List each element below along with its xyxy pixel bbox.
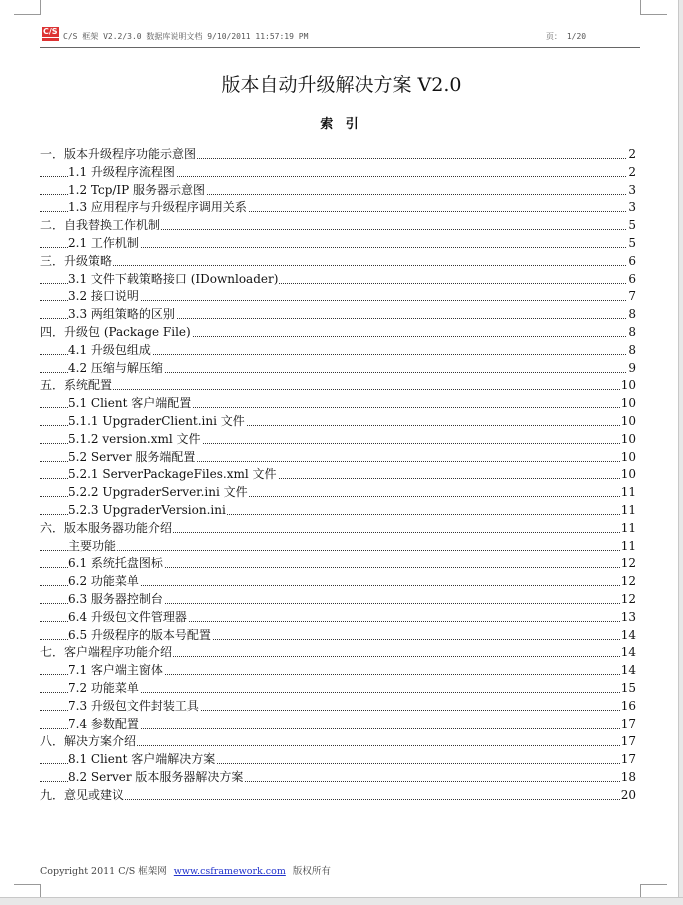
page-footer — [40, 863, 331, 877]
toc-entry-page: 17 — [620, 733, 636, 751]
toc-entry-label: 6.3 服务器控制台 — [68, 591, 164, 609]
toc-entry[interactable] — [40, 538, 636, 556]
toc-entry[interactable] — [40, 431, 636, 449]
toc-entry[interactable] — [40, 413, 636, 431]
toc-entry-label: 5.1.1 UpgraderClient.ini 文件 — [68, 413, 246, 431]
toc-entry[interactable] — [40, 609, 636, 627]
crop-mark-top-right — [640, 0, 667, 15]
toc-entry[interactable] — [40, 502, 636, 520]
toc-entry[interactable] — [40, 288, 636, 306]
toc-entry[interactable] — [40, 324, 636, 342]
toc-entry[interactable] — [40, 591, 636, 609]
toc-entry-page: 5 — [627, 217, 636, 235]
toc-entry[interactable] — [40, 662, 636, 680]
header-doc-info: C/S 框架 V2.2/3.0 数据库说明文档 9/10/2011 11:57:19 PM — [63, 32, 309, 41]
toc-entry-page: 8 — [627, 342, 636, 360]
toc-entry-page: 16 — [620, 698, 636, 716]
toc-entry-page: 6 — [627, 271, 636, 289]
toc-entry[interactable] — [40, 769, 636, 787]
header-page-number: 页： 1/20 — [546, 32, 587, 41]
toc-entry-page: 2 — [627, 146, 636, 164]
toc-entry-page: 10 — [620, 431, 636, 449]
toc-entry-page: 18 — [620, 769, 636, 787]
toc-entry-label: 5.1.2 version.xml 文件 — [68, 431, 202, 449]
toc-entry[interactable] — [40, 627, 636, 645]
toc-entry-label: 7.3 升级包文件封装工具 — [68, 698, 200, 716]
toc-entry-page: 3 — [627, 182, 636, 200]
toc-entry[interactable] — [40, 235, 636, 253]
toc-entry-page: 8 — [627, 306, 636, 324]
document-title: 版本自动升级解决方案 V2.0 — [221, 74, 462, 96]
toc-entry-page: 15 — [620, 680, 636, 698]
toc-entry[interactable] — [40, 751, 636, 769]
toc-entry-label: 1.2 Tcp/IP 服务器示意图 — [68, 182, 206, 200]
toc-heading: 索 引 — [320, 117, 363, 132]
toc-entry-page: 5 — [627, 235, 636, 253]
toc-entry[interactable] — [40, 253, 636, 271]
footer-rights: 版权所有 — [292, 866, 331, 877]
toc-entry-label: 6.2 功能菜单 — [68, 573, 140, 591]
toc-entry[interactable] — [40, 644, 636, 662]
toc-entry[interactable] — [40, 377, 636, 395]
toc-entry-page: 20 — [620, 787, 636, 805]
toc-entry[interactable] — [40, 466, 636, 484]
toc-entry-label: 九．意见或建议 — [40, 787, 125, 805]
toc-entry-label: 8.1 Client 客户端解决方案 — [68, 751, 216, 769]
toc-entry-page: 9 — [627, 360, 636, 378]
toc-entry-label: 七．客户端程序功能介绍 — [40, 644, 173, 662]
toc-entry-page: 14 — [620, 644, 636, 662]
toc-entry-label: 5.2.1 ServerPackageFiles.xml 文件 — [68, 466, 278, 484]
toc-entry[interactable] — [40, 449, 636, 467]
page-shadow-right — [678, 0, 683, 904]
toc-entry-label: 7.2 功能菜单 — [68, 680, 140, 698]
page-header — [40, 27, 640, 48]
toc-dot-leader — [40, 799, 636, 800]
toc-entry[interactable] — [40, 146, 636, 164]
toc-entry-label: 5.2.2 UpgraderServer.ini 文件 — [68, 484, 249, 502]
toc-entry-label: 1.1 升级程序流程图 — [68, 164, 176, 182]
toc-dot-leader — [40, 265, 636, 266]
toc-entry-page: 14 — [620, 662, 636, 680]
toc-entry[interactable] — [40, 520, 636, 538]
toc-entry[interactable] — [40, 306, 636, 324]
crop-mark-top-left — [14, 0, 41, 15]
toc-entry[interactable] — [40, 484, 636, 502]
toc-entry[interactable] — [40, 360, 636, 378]
toc-entry-label: 主要功能 — [68, 538, 117, 556]
table-of-contents — [40, 146, 636, 804]
toc-entry-page: 11 — [620, 538, 636, 556]
footer-copyright: Copyright 2011 C/S 框架网 — [40, 866, 167, 877]
toc-entry-page: 11 — [620, 502, 636, 520]
toc-entry[interactable] — [40, 342, 636, 360]
toc-entry-page: 12 — [620, 555, 636, 573]
toc-entry-label: 6.1 系统托盘图标 — [68, 555, 164, 573]
toc-entry[interactable] — [40, 199, 636, 217]
toc-entry[interactable] — [40, 573, 636, 591]
toc-entry-page: 3 — [627, 199, 636, 217]
toc-entry-page: 6 — [627, 253, 636, 271]
logo-text: C/S — [43, 27, 58, 36]
logo-bar — [42, 38, 59, 41]
toc-entry-label: 5.2 Server 服务端配置 — [68, 449, 196, 467]
toc-entry-page: 11 — [620, 520, 636, 538]
toc-entry-label: 1.3 应用程序与升级程序调用关系 — [68, 199, 248, 217]
toc-entry-label: 4.1 升级包组成 — [68, 342, 152, 360]
toc-entry-label: 5.2.3 UpgraderVersion.ini — [68, 502, 227, 520]
toc-entry[interactable] — [40, 271, 636, 289]
toc-entry-label: 六．版本服务器功能介绍 — [40, 520, 173, 538]
toc-entry-label: 二．自我替换工作机制 — [40, 217, 161, 235]
toc-entry-page: 7 — [627, 288, 636, 306]
toc-entry-page: 12 — [620, 591, 636, 609]
toc-entry[interactable] — [40, 716, 636, 734]
toc-entry[interactable] — [40, 395, 636, 413]
toc-entry-page: 10 — [620, 395, 636, 413]
toc-entry-label: 5.1 Client 客户端配置 — [68, 395, 192, 413]
toc-entry-page: 12 — [620, 573, 636, 591]
toc-entry[interactable] — [40, 787, 636, 805]
toc-dot-leader — [40, 550, 636, 551]
cs-logo-icon — [42, 27, 59, 42]
toc-entry-page: 8 — [627, 324, 636, 342]
toc-entry-label: 3.3 两组策略的区别 — [68, 306, 176, 324]
toc-entry-label: 五．系统配置 — [40, 377, 113, 395]
toc-entry-label: 三．升级策略 — [40, 253, 113, 271]
toc-entry[interactable] — [40, 182, 636, 200]
toc-entry[interactable] — [40, 733, 636, 751]
toc-entry[interactable] — [40, 680, 636, 698]
toc-entry-label: 6.5 升级程序的版本号配置 — [68, 627, 212, 645]
toc-entry-label: 6.4 升级包文件管理器 — [68, 609, 188, 627]
toc-entry-label: 3.1 文件下载策略接口 (IDownloader) — [68, 271, 279, 289]
footer-website-link[interactable]: www.csframework.com — [173, 866, 286, 877]
toc-entry-label: 八．解决方案介绍 — [40, 733, 137, 751]
toc-entry-label: 4.2 压缩与解压缩 — [68, 360, 164, 378]
toc-entry-label: 7.4 参数配置 — [68, 716, 140, 734]
toc-entry-label: 四．升级包 (Package File) — [40, 324, 192, 342]
toc-entry-label: 一．版本升级程序功能示意图 — [40, 146, 197, 164]
toc-entry-page: 2 — [627, 164, 636, 182]
toc-entry[interactable] — [40, 217, 636, 235]
toc-entry-label: 2.1 工作机制 — [68, 235, 140, 253]
toc-entry-page: 17 — [620, 751, 636, 769]
toc-entry-label: 8.2 Server 版本服务器解决方案 — [68, 769, 244, 787]
toc-entry-page: 10 — [620, 449, 636, 467]
toc-entry[interactable] — [40, 164, 636, 182]
toc-entry-page: 14 — [620, 627, 636, 645]
toc-entry[interactable] — [40, 698, 636, 716]
toc-entry-label: 3.2 接口说明 — [68, 288, 140, 306]
toc-entry-page: 13 — [620, 609, 636, 627]
toc-entry[interactable] — [40, 555, 636, 573]
toc-dot-leader — [40, 389, 636, 390]
toc-entry-page: 10 — [620, 413, 636, 431]
toc-entry-page: 10 — [620, 377, 636, 395]
toc-entry-page: 10 — [620, 466, 636, 484]
toc-entry-label: 7.1 客户端主窗体 — [68, 662, 164, 680]
toc-entry-page: 11 — [620, 484, 636, 502]
toc-entry-page: 17 — [620, 716, 636, 734]
